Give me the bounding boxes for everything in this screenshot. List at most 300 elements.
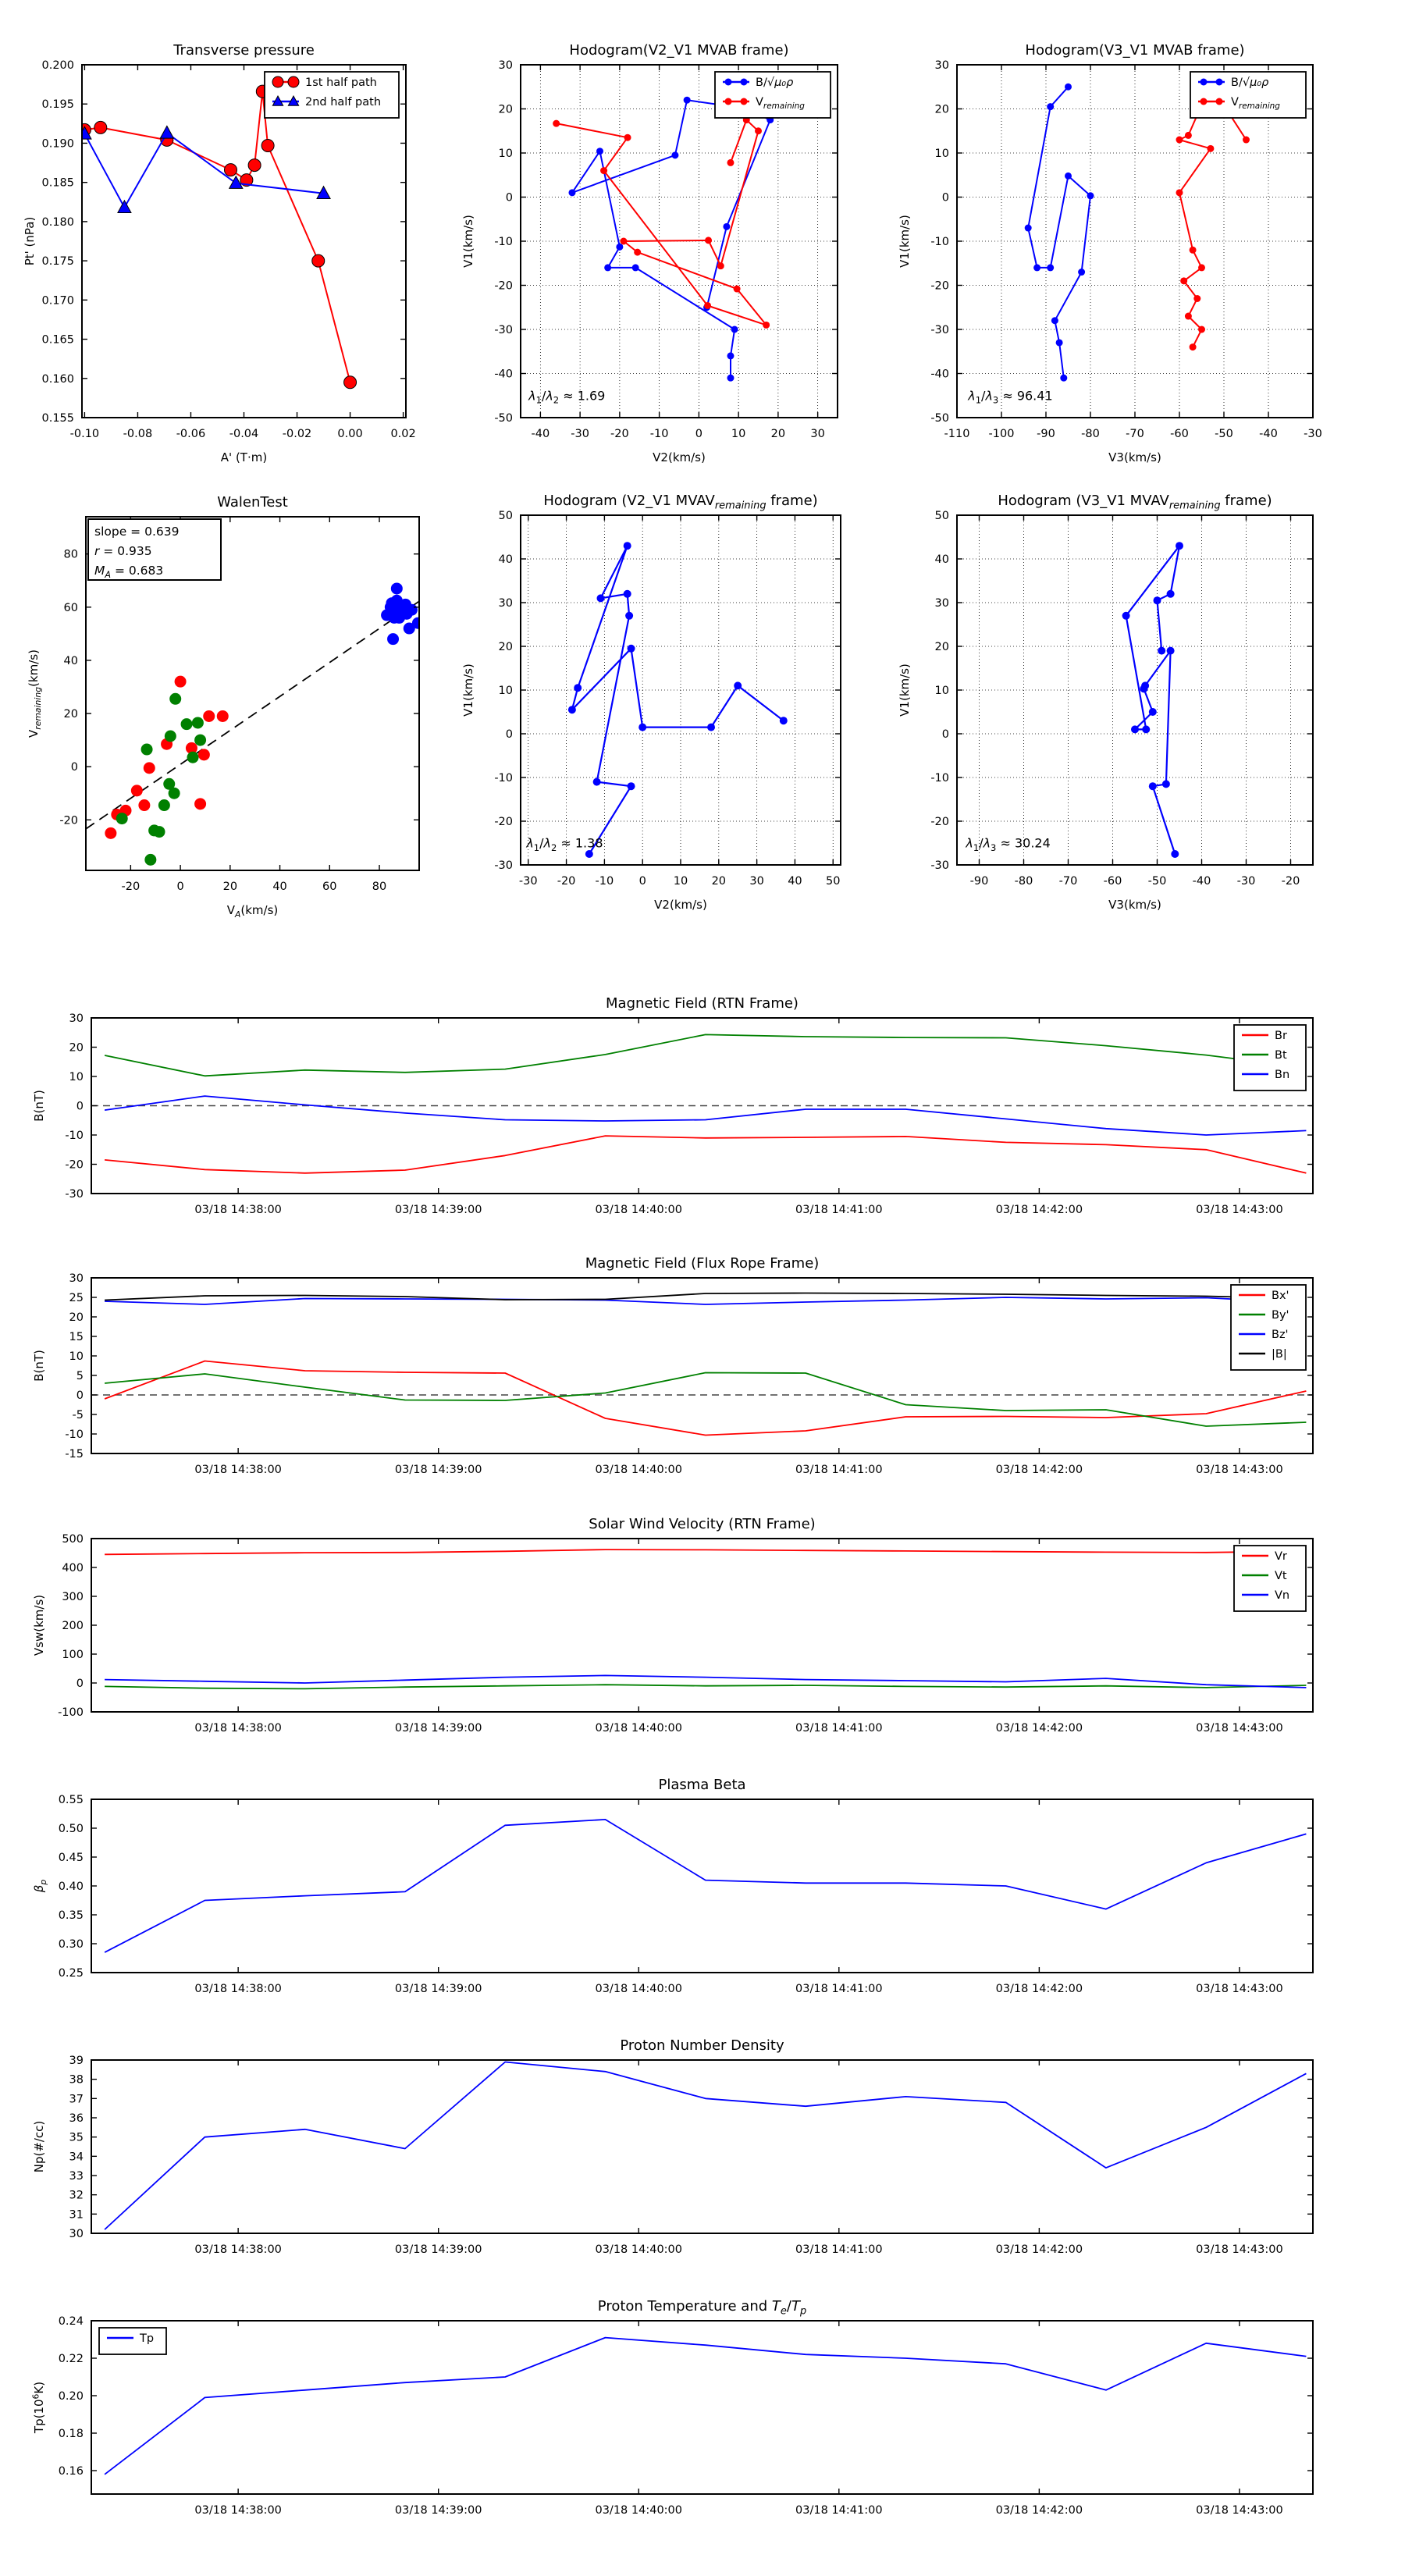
- series-Bt: [105, 1034, 1306, 1076]
- x-tick-label: -60: [1170, 428, 1189, 440]
- y-axis-label: $\beta_p$: [32, 1879, 48, 1893]
- series-line-Tp: [105, 2338, 1306, 2475]
- y-tick-label: 35: [69, 2131, 84, 2144]
- marker-dot: [725, 79, 732, 86]
- y-tick-label: 0.165: [41, 333, 74, 347]
- x-tick-label: -10: [649, 428, 669, 440]
- marker-dot: [1078, 269, 1085, 276]
- x-tick-label: -80: [1014, 875, 1033, 888]
- marker-circle: [181, 718, 193, 730]
- y-tick-label: -10: [930, 772, 949, 785]
- y-tick-label: -50: [930, 412, 949, 425]
- x-tick-label: -20: [610, 428, 629, 440]
- marker-dot: [1047, 103, 1054, 110]
- x-axis-label: A' (T·m): [220, 450, 268, 464]
- x-tick-label: 0.02: [390, 428, 416, 440]
- x-tick-label: 60: [322, 881, 337, 893]
- x-tick-label: 30: [810, 428, 825, 440]
- x-tick-label: 03/18 14:39:00: [394, 2504, 482, 2517]
- x-tick-label: 03/18 14:41:00: [795, 1722, 883, 1735]
- x-tick-label: 03/18 14:40:00: [595, 1983, 683, 1995]
- x-tick-label: 03/18 14:40:00: [595, 1464, 683, 1476]
- x-tick-label: 20: [222, 881, 238, 893]
- panel-proton-temperature: [17, 2282, 1405, 2555]
- x-tick-label: 10: [731, 428, 746, 440]
- y-tick-label: -40: [930, 368, 949, 381]
- marker-circle: [94, 121, 107, 133]
- panel-title: Plasma Beta: [658, 1777, 746, 1793]
- stats-line: $M_A = 0.683$: [94, 564, 164, 581]
- x-tick-label: 03/18 14:38:00: [194, 2243, 282, 2256]
- y-tick-label: -5: [72, 1409, 84, 1421]
- series-2nd-half-path: [78, 126, 330, 212]
- series-Bn: [105, 1096, 1306, 1135]
- y-tick-label: 25: [69, 1292, 84, 1304]
- y-tick-label: 0.195: [41, 98, 74, 112]
- x-tick-label: -70: [1126, 428, 1144, 440]
- y-tick-label: 10: [934, 148, 949, 160]
- marker-circle: [141, 744, 153, 756]
- marker-circle: [198, 749, 210, 760]
- annotation-text: $\lambda_1/\lambda_2 \approx 1.38$: [526, 835, 603, 853]
- panel-title: Hodogram(V2_V1 MVAB frame): [569, 42, 789, 59]
- y-tick-label: 10: [69, 1071, 84, 1083]
- x-tick-label: 03/18 14:38:00: [194, 1464, 282, 1476]
- x-tick-label: 03/18 14:39:00: [394, 1983, 482, 1995]
- y-tick-label: 0.55: [58, 1794, 84, 1806]
- series-V-hodogram: [1122, 542, 1183, 858]
- marker-dot: [553, 120, 560, 127]
- series-Np: [105, 2062, 1306, 2230]
- y-tick-label: -30: [930, 859, 949, 872]
- marker-circle: [169, 693, 181, 705]
- marker-dot: [634, 249, 641, 256]
- y-tick-label: -50: [494, 412, 513, 425]
- legend-label: Br: [1275, 1030, 1287, 1042]
- panel-solar-wind-velocity: [17, 1500, 1405, 1773]
- axis-ticks: [59, 1794, 1313, 1995]
- panel-title: Transverse pressure: [173, 42, 315, 59]
- legend: [1234, 1025, 1306, 1091]
- y-tick-label: 31: [69, 2208, 84, 2222]
- x-tick-label: 03/18 14:41:00: [795, 2504, 883, 2517]
- x-tick-label: -10: [595, 875, 614, 888]
- x-tick-label: 03/18 14:39:00: [394, 2243, 482, 2256]
- marker-dot: [684, 97, 691, 104]
- y-axis-label: $V_{remaining}(km/s)$: [27, 649, 43, 738]
- y-tick-label: 0.25: [58, 1967, 84, 1980]
- axis-ticks: [65, 1012, 1313, 1216]
- marker-dot: [1149, 782, 1157, 790]
- marker-circle: [217, 710, 229, 722]
- marker-dot: [1216, 98, 1223, 105]
- x-tick-label: 0.00: [337, 428, 363, 440]
- y-tick-label: -15: [65, 1448, 84, 1461]
- stats-line: r = 0.935: [94, 544, 152, 558]
- marker-dot: [568, 189, 575, 196]
- marker-dot: [1198, 264, 1205, 271]
- marker-dot: [717, 262, 724, 269]
- y-axis-label: V1(km/s): [898, 215, 912, 268]
- annotation-text: $\lambda_1/\lambda_3 \approx 30.24$: [966, 835, 1051, 853]
- series-line-Bt: [105, 1034, 1306, 1076]
- x-tick-label: 03/18 14:43:00: [1196, 1983, 1283, 1995]
- series-line-By-prime: [105, 1373, 1306, 1427]
- series-line-Np: [105, 2062, 1306, 2230]
- marker-dot: [1180, 277, 1187, 284]
- y-tick-label: 0.40: [58, 1880, 84, 1893]
- y-tick-label: 0.155: [41, 412, 74, 425]
- marker-dot: [1056, 339, 1063, 346]
- y-tick-label: 40: [63, 654, 78, 667]
- marker-dot: [763, 322, 770, 329]
- legend-label: Vt: [1275, 1570, 1287, 1582]
- y-tick-label: 20: [69, 1041, 84, 1055]
- y-tick-label: 20: [498, 103, 513, 116]
- panel-proton-number-density: [17, 2021, 1405, 2294]
- panel-title: Magnetic Field (Flux Rope Frame): [585, 1255, 820, 1272]
- marker-circle: [154, 826, 165, 838]
- marker-circle: [412, 617, 424, 629]
- x-tick-label: 03/18 14:38:00: [194, 1722, 282, 1735]
- marker-dot: [1176, 137, 1183, 144]
- series-line-Bz-prime: [105, 1297, 1306, 1304]
- x-tick-label: 03/18 14:40:00: [595, 2504, 683, 2517]
- panel-title: WalenTest: [217, 494, 288, 511]
- y-tick-label: 32: [69, 2189, 84, 2202]
- x-tick-label: 03/18 14:41:00: [795, 1204, 883, 1216]
- marker-dot: [723, 223, 730, 230]
- y-axis-label: Pt' (nPa): [23, 216, 37, 266]
- marker-dot: [1142, 725, 1150, 733]
- y-tick-label: 0.45: [58, 1852, 84, 1864]
- x-tick-label: 0: [695, 428, 702, 440]
- y-tick-label: 30: [934, 59, 949, 72]
- series-line-B-over-sqrt-mu0rho: [1028, 87, 1090, 378]
- y-tick-label: 0.170: [41, 294, 74, 308]
- x-tick-label: -40: [1192, 875, 1211, 888]
- marker-dot: [585, 850, 593, 858]
- y-tick-label: -10: [494, 772, 513, 785]
- marker-circle: [387, 633, 399, 645]
- y-tick-label: 0.16: [58, 2465, 84, 2478]
- marker-dot: [1158, 647, 1165, 655]
- x-tick-label: 03/18 14:38:00: [194, 1204, 282, 1216]
- y-tick-label: 0.175: [41, 255, 74, 269]
- marker-dot: [1051, 317, 1058, 324]
- x-tick-label: -100: [988, 428, 1015, 440]
- y-tick-label: 0: [76, 1678, 84, 1690]
- marker-dot: [620, 238, 627, 245]
- y-tick-label: 20: [934, 103, 949, 116]
- marker-dot: [1171, 850, 1179, 858]
- y-axis-label: Vsw(km/s): [32, 1594, 46, 1656]
- marker-dot: [1025, 225, 1032, 232]
- y-tick-label: 0.20: [58, 2390, 84, 2403]
- y-tick-label: 30: [934, 597, 949, 610]
- marker-circle: [224, 164, 237, 176]
- y-tick-label: 0.24: [58, 2315, 84, 2328]
- marker-circle: [194, 735, 206, 746]
- x-axis-label: V3(km/s): [1108, 450, 1161, 464]
- y-tick-label: 10: [934, 685, 949, 697]
- y-tick-label: 36: [69, 2112, 84, 2125]
- marker-dot: [1167, 590, 1175, 598]
- x-tick-label: -20: [121, 881, 140, 893]
- y-tick-label: 50: [934, 510, 949, 522]
- marker-dot: [741, 98, 748, 105]
- y-tick-label: 30: [69, 1272, 84, 1285]
- legend-label: By': [1272, 1309, 1289, 1322]
- y-tick-label: 10: [498, 148, 513, 160]
- y-axis-label: V1(km/s): [461, 664, 475, 717]
- annotation-text: $\lambda_1/\lambda_2 \approx 1.69$: [528, 388, 606, 406]
- panel-magnetic-field-flux-rope: [17, 1239, 1405, 1514]
- axes-frame: [91, 2321, 1313, 2494]
- gridlines: [521, 515, 841, 865]
- series-line-B-over-sqrt-mu0rho: [572, 100, 770, 378]
- axis-ticks: [58, 1533, 1313, 1735]
- x-tick-label: 03/18 14:43:00: [1196, 1464, 1283, 1476]
- y-tick-label: -10: [65, 1429, 84, 1441]
- x-tick-label: -0.04: [229, 428, 259, 440]
- marker-dot: [671, 151, 678, 158]
- x-tick-label: 03/18 14:43:00: [1196, 2504, 1283, 2517]
- marker-dot: [1243, 137, 1250, 144]
- y-tick-label: 40: [934, 553, 949, 566]
- x-tick-label: 10: [673, 875, 688, 888]
- x-tick-label: 03/18 14:38:00: [194, 2504, 282, 2517]
- marker-dot: [727, 375, 734, 382]
- legend: [1190, 72, 1306, 118]
- legend-label: 2nd half path: [305, 96, 382, 109]
- x-tick-label: 03/18 14:43:00: [1196, 2243, 1283, 2256]
- marker-triangle: [160, 126, 173, 138]
- marker-dot: [625, 612, 633, 620]
- x-tick-label: -0.08: [123, 428, 153, 440]
- marker-circle: [175, 676, 187, 688]
- legend-label: $V_{remaining}$: [1231, 96, 1280, 111]
- x-tick-label: -80: [1081, 428, 1100, 440]
- marker-dot: [597, 594, 605, 602]
- marker-dot: [624, 134, 631, 141]
- marker-circle: [192, 717, 204, 728]
- marker-dot: [593, 778, 601, 786]
- series-scatter-green: [116, 693, 206, 866]
- y-tick-label: 30: [69, 1012, 84, 1025]
- y-tick-label: 20: [498, 641, 513, 653]
- axes-frame: [91, 2060, 1313, 2233]
- marker-circle: [187, 752, 199, 763]
- marker-dot: [600, 167, 607, 174]
- series-line-Vr: [105, 1550, 1306, 1554]
- x-tick-label: 03/18 14:41:00: [795, 2243, 883, 2256]
- x-tick-label: 80: [372, 881, 387, 893]
- marker-circle: [138, 799, 150, 811]
- y-tick-label: 80: [63, 548, 78, 561]
- x-tick-label: -20: [557, 875, 576, 888]
- legend-label: B/√μ₀ρ: [756, 76, 794, 89]
- y-tick-label: 30: [69, 2228, 84, 2240]
- x-tick-label: 0: [176, 881, 184, 893]
- y-tick-label: -20: [65, 1158, 84, 1172]
- y-tick-label: 0: [76, 1389, 84, 1402]
- legend-label: Bx': [1272, 1290, 1289, 1302]
- axes-frame: [91, 1799, 1313, 1973]
- x-tick-label: 03/18 14:39:00: [394, 1464, 482, 1476]
- y-tick-label: 50: [498, 510, 513, 522]
- marker-circle: [169, 788, 180, 799]
- marker-dot: [727, 159, 734, 166]
- marker-circle: [344, 376, 357, 389]
- y-tick-label: -20: [930, 279, 949, 293]
- marker-circle: [203, 710, 215, 722]
- y-tick-label: 0.200: [41, 59, 74, 72]
- y-tick-label: 0.18: [58, 2428, 84, 2440]
- marker-dot: [1087, 192, 1094, 199]
- marker-dot: [628, 782, 635, 790]
- y-tick-label: 20: [934, 641, 949, 653]
- marker-dot: [1162, 780, 1170, 788]
- x-tick-label: -60: [1103, 875, 1122, 888]
- y-tick-label: 200: [62, 1620, 84, 1632]
- y-tick-label: -30: [65, 1188, 84, 1201]
- legend-label: B/√μ₀ρ: [1231, 76, 1269, 89]
- y-tick-label: 40: [498, 553, 513, 566]
- marker-dot: [632, 264, 639, 271]
- marker-dot: [596, 148, 603, 155]
- y-tick-label: 0.35: [58, 1909, 84, 1922]
- marker-dot: [1185, 313, 1192, 320]
- y-tick-label: -10: [930, 236, 949, 248]
- x-tick-label: 03/18 14:40:00: [595, 1722, 683, 1735]
- x-tick-label: -110: [944, 428, 970, 440]
- x-tick-label: 03/18 14:42:00: [995, 1983, 1083, 1995]
- axis-ticks: [59, 2315, 1313, 2517]
- x-tick-label: 40: [272, 881, 287, 893]
- marker-dot: [604, 264, 611, 271]
- marker-dot: [1060, 375, 1067, 382]
- marker-circle: [158, 799, 170, 811]
- marker-dot: [1154, 596, 1161, 604]
- marker-circle: [116, 813, 128, 824]
- axis-ticks: [494, 510, 841, 888]
- series-Vt: [105, 1685, 1306, 1688]
- panel-hodogram-v3v1-mvab: [883, 26, 1405, 479]
- legend-label: Vn: [1275, 1589, 1290, 1602]
- panel-title: Hodogram (V3_V1 $MVAV_{remaining}$ frame): [998, 493, 1272, 512]
- marker-dot: [638, 724, 646, 731]
- legend: [99, 2328, 166, 2354]
- y-tick-label: 60: [63, 601, 78, 614]
- x-axis-label: V3(km/s): [1108, 898, 1161, 912]
- series-By-prime: [105, 1373, 1306, 1427]
- marker-dot: [628, 645, 635, 653]
- marker-dot: [1176, 189, 1183, 196]
- y-tick-label: 37: [69, 2093, 84, 2106]
- legend-label: $V_{remaining}$: [756, 96, 805, 111]
- x-tick-label: -20: [1281, 875, 1300, 888]
- y-tick-label: 0.190: [41, 137, 74, 151]
- x-tick-label: -90: [1037, 428, 1055, 440]
- marker-dot: [1200, 79, 1208, 86]
- panel-title: Proton Temperature and $T_e/T_p$: [597, 2298, 807, 2318]
- y-tick-label: -100: [58, 1706, 84, 1719]
- marker-dot: [1140, 685, 1147, 692]
- y-tick-label: 20: [63, 708, 78, 721]
- panel-hodogram-v3v1-mvav: [883, 476, 1405, 926]
- y-tick-label: -30: [930, 324, 949, 336]
- x-tick-label: -0.10: [69, 428, 100, 440]
- x-tick-label: 03/18 14:42:00: [995, 1464, 1083, 1476]
- x-tick-label: 03/18 14:41:00: [795, 1464, 883, 1476]
- marker-circle: [194, 798, 206, 809]
- series-line-Bn: [105, 1096, 1306, 1135]
- y-tick-label: 10: [69, 1350, 84, 1363]
- y-axis-label: Np(#/cc): [32, 2120, 46, 2173]
- legend-label: Tp: [140, 2332, 155, 2345]
- marker-circle: [288, 76, 299, 87]
- series-scatter-blue: [381, 582, 424, 645]
- series-Vr: [105, 1550, 1306, 1554]
- legend-label: Bn: [1275, 1069, 1290, 1081]
- y-tick-label: 0.160: [41, 372, 74, 386]
- panel-walen-test: [12, 478, 517, 931]
- series-line-Vt: [105, 1685, 1306, 1688]
- series-beta-p: [105, 1820, 1306, 1952]
- legend: [715, 72, 831, 118]
- marker-dot: [780, 717, 788, 724]
- marker-circle: [165, 730, 176, 742]
- y-tick-label: -30: [494, 859, 513, 872]
- y-tick-label: -40: [494, 368, 513, 381]
- marker-dot: [1190, 343, 1197, 350]
- y-axis-label: B(nT): [32, 1090, 46, 1122]
- x-tick-label: -0.02: [282, 428, 312, 440]
- marker-dot: [755, 127, 762, 134]
- marker-dot: [1200, 98, 1208, 105]
- marker-dot: [624, 542, 631, 550]
- series-line-V-remaining: [557, 120, 767, 326]
- series-V-remaining: [553, 116, 770, 329]
- x-tick-label: 40: [788, 875, 802, 888]
- panel-title: Hodogram (V2_V1 $MVAV_{remaining}$ frame): [543, 493, 818, 512]
- panel-hodogram-v2v1-mvav: [446, 476, 938, 926]
- x-tick-label: 03/18 14:42:00: [995, 2243, 1083, 2256]
- x-axis-label: $V_A(km/s)$: [226, 903, 279, 920]
- y-tick-label: 100: [62, 1649, 84, 1661]
- y-tick-label: 0.30: [58, 1938, 84, 1951]
- y-tick-label: 500: [62, 1533, 84, 1546]
- x-tick-label: -30: [571, 428, 589, 440]
- x-tick-label: 20: [770, 428, 786, 440]
- marker-dot: [1065, 84, 1072, 91]
- marker-circle: [144, 854, 156, 866]
- panel-plasma-beta: [17, 1760, 1405, 2033]
- x-tick-label: 20: [711, 875, 727, 888]
- marker-dot: [1198, 326, 1205, 333]
- series-line-1st-half-path: [84, 91, 350, 382]
- marker-dot: [727, 352, 734, 359]
- marker-dot: [1216, 79, 1223, 86]
- y-tick-label: 5: [76, 1370, 84, 1382]
- x-tick-label: 30: [749, 875, 764, 888]
- x-tick-label: -40: [1259, 428, 1278, 440]
- marker-dot: [1207, 145, 1214, 152]
- legend-label: Bt: [1275, 1049, 1287, 1062]
- marker-circle: [391, 582, 403, 594]
- x-axis-label: V2(km/s): [653, 450, 706, 464]
